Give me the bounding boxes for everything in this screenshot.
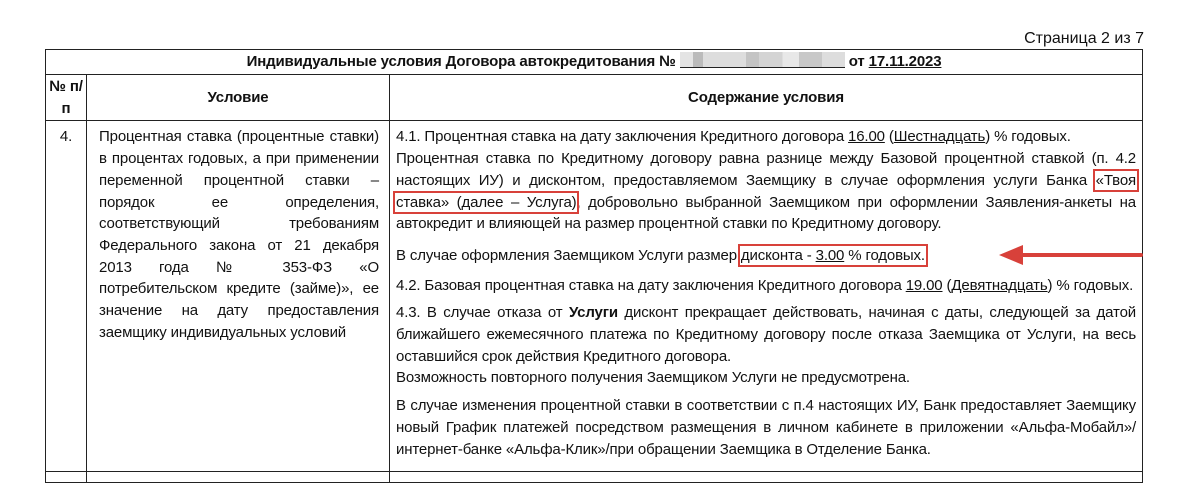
discount-highlight: дисконта - 3.00 % годовых. xyxy=(740,246,925,264)
document-title xyxy=(46,50,1143,75)
clause-4-2: 4.2. Базовая процентная ставка на дату заключения Кредитного договора 19.00 (Девятнадцать) % годовых. xyxy=(396,276,1134,294)
table-row xyxy=(46,121,1143,472)
row-number xyxy=(46,472,87,483)
header-content: Содержание условия xyxy=(390,75,1143,121)
clause-4-3: 4.3. В случае отказа от Услуги дисконт прекращает действовать, начиная с даты, следующей за датой ближайшего ежемесячного платежа по Кредитному договору после отказа Заемщика от Услуги, на весь оставшийся срок действия Кредитного договора. Возможность повторного получения Заемщиком Услуги не предусмотрена. xyxy=(396,304,1136,387)
header-condition: Условие xyxy=(87,75,390,121)
condition-cell: Процентная ставка (процентные ставки) в процентах годовых, а при применении переменной процентной ставки – порядок ее определения, соответствующий требованиям Федерального закона от 21 декабря 2013 года № 353-ФЗ «О потребительском кредите (займе)», ее значение на дату предоставления заемщику индивидуальных условий xyxy=(87,121,390,472)
title-date-prefix: от xyxy=(848,53,865,70)
service-highlight: «Твоя ставка» (далее – Услуга) xyxy=(396,171,1136,211)
table-row xyxy=(46,472,1143,483)
clause-4-1: 4.1. Процентная ставка на дату заключения Кредитного договора 16.00 (Шестнадцать) % годовых. Процентная ставка по Кредитному договору равна разнице между Базовой процентной ставкой (п. 4.2 настоящих ИУ) и дисконтом, предоставляемом Заемщику в случае оформления услуги Банка «Твоя ставка» (далее – Услуга), добровольно выбранной Заемщиком при оформлении Заявления-анкеты на автокредит и влияющей на размер процентной ставки по Кредитному договору. xyxy=(396,128,1136,233)
content-cell xyxy=(390,472,1143,483)
row-number: 4. xyxy=(46,121,87,472)
red-arrow-icon xyxy=(995,243,1145,267)
discount-paragraph: В случае оформления Заемщиком Услуги размер дисконта - 3.00 % годовых. xyxy=(396,246,925,264)
page-indicator: Страница 2 из 7 xyxy=(1024,30,1144,47)
content-cell xyxy=(390,121,1143,472)
title-text: Индивидуальные условия Договора автокредитования № xyxy=(246,53,676,70)
schedule-paragraph: В случае изменения процентной ставки в соответствии с п.4 настоящих ИУ, Банк предоставляет Заемщику новый График платежей посредством размещения в личном кабинете в приложении «Альфа-Мобайл»/интернет-банке «Альфа-Клик»/при обращении Заемщика в Отделение Банка. xyxy=(396,397,1136,458)
conditions-table xyxy=(45,49,1143,483)
contract-date: 17.11.2023 xyxy=(868,53,942,70)
redacted-contract-number xyxy=(680,52,845,68)
condition-cell xyxy=(87,472,390,483)
header-num: № п/п xyxy=(46,75,87,121)
